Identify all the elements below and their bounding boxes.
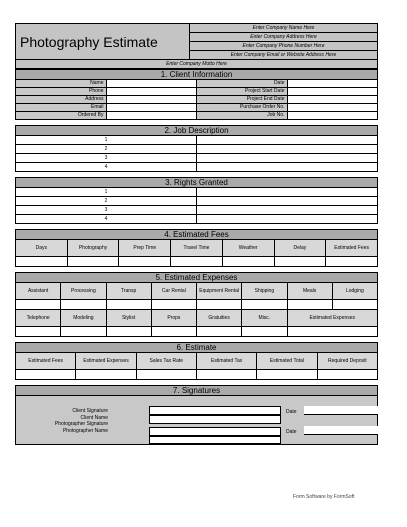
estimate-field[interactable] (196, 370, 256, 380)
fee-field[interactable] (119, 257, 171, 267)
footer-credit: Form Software by FormSoft (293, 494, 355, 500)
purchase-order-field[interactable] (287, 104, 378, 112)
client-signature-label: Client Signature (72, 408, 108, 414)
company-name-field[interactable]: Enter Company Name Here (190, 24, 378, 33)
expense-column-header: Assistant (16, 283, 61, 300)
signature-area (15, 396, 378, 445)
expense-field[interactable] (106, 327, 151, 337)
fee-column-header: Travel Time (171, 240, 223, 257)
expense-column-header: Misc. (242, 310, 287, 327)
expense-column-header: Transp (106, 283, 151, 300)
photographer-signature-field[interactable] (149, 427, 281, 436)
expense-field[interactable] (197, 327, 242, 337)
row-number: 1 (16, 136, 197, 145)
company-motto-field[interactable]: Enter Company Motto Here (16, 60, 378, 69)
fee-column-header: Weather (222, 240, 274, 257)
fee-column-header: Prep Time (119, 240, 171, 257)
client-name-field[interactable] (106, 80, 197, 88)
purchase-order-label: Purchase Order No. (197, 104, 288, 112)
expense-field[interactable] (332, 300, 377, 310)
fee-field[interactable] (326, 257, 378, 267)
estimate-field[interactable] (76, 370, 136, 380)
row-number: 2 (16, 197, 197, 206)
estimate-section (15, 342, 378, 380)
row-number: 1 (16, 188, 197, 197)
expense-field[interactable] (61, 327, 106, 337)
client-name-field[interactable] (149, 415, 281, 424)
fee-field[interactable] (67, 257, 119, 267)
client-name-label: Client Name (80, 414, 108, 421)
section-heading: 7. Signatures (16, 386, 378, 396)
expense-column-header: Modeling (61, 310, 106, 327)
row-number: 2 (16, 145, 197, 154)
row-number: 3 (16, 154, 197, 163)
photographer-signature-label: Photographer Signature (54, 421, 108, 427)
estimate-column-header: Estimated Fees (16, 353, 76, 370)
expense-field[interactable] (151, 300, 196, 310)
expense-field[interactable] (287, 327, 378, 337)
estimated-fees-section (15, 229, 378, 267)
expense-column-header: Car Rental (151, 283, 196, 300)
project-start-field[interactable] (287, 88, 378, 96)
job-no-label: Job No. (197, 112, 288, 120)
expense-field[interactable] (151, 327, 196, 337)
section-heading: 3. Rights Granted (16, 178, 378, 188)
estimate-column-header: Estimated Total (257, 353, 317, 370)
rights-line-field[interactable] (197, 215, 378, 224)
client-date-field[interactable] (304, 406, 378, 415)
expense-column-header: Gratuities (197, 310, 242, 327)
fee-column-header: Photography (67, 240, 119, 257)
expense-field[interactable] (16, 300, 61, 310)
client-signature-field[interactable] (149, 406, 281, 415)
estimate-field[interactable] (136, 370, 196, 380)
rights-line-field[interactable] (197, 206, 378, 215)
form-header (15, 23, 378, 69)
client-phone-field[interactable] (106, 88, 197, 96)
job-description-section (15, 125, 378, 172)
expense-column-header: Stylist (106, 310, 151, 327)
project-start-label: Project Start Date (197, 88, 288, 96)
section-heading: 2. Job Description (16, 126, 378, 136)
row-number: 3 (16, 206, 197, 215)
expense-column-header: Lodging (332, 283, 377, 300)
project-end-label: Project End Date (197, 96, 288, 104)
expense-field[interactable] (287, 300, 332, 310)
company-email-field[interactable]: Enter Company Email or Website Address Here (190, 51, 378, 60)
fee-field[interactable] (222, 257, 274, 267)
fee-field[interactable] (274, 257, 326, 267)
job-line-field[interactable] (197, 136, 378, 145)
rights-granted-section (15, 177, 378, 224)
expense-column-header: Equipment Rental (197, 283, 242, 300)
row-number: 4 (16, 215, 197, 224)
row-number: 4 (16, 163, 197, 172)
fee-field[interactable] (16, 257, 68, 267)
estimate-field[interactable] (16, 370, 76, 380)
rights-line-field[interactable] (197, 197, 378, 206)
expense-column-header: Shipping (242, 283, 287, 300)
expense-field[interactable] (242, 327, 287, 337)
client-name-label: Name (16, 80, 107, 88)
expense-column-header: Props (151, 310, 196, 327)
ordered-by-field[interactable] (106, 112, 197, 120)
section-heading: 5. Estimated Expenses (16, 273, 378, 283)
client-information-section (15, 69, 378, 120)
expense-field[interactable] (197, 300, 242, 310)
client-phone-label: Phone (16, 88, 107, 96)
fee-column-header: Estimated Fees (326, 240, 378, 257)
expense-column-header: Telephone (16, 310, 61, 327)
expense-field[interactable] (106, 300, 151, 310)
expense-field[interactable] (61, 300, 106, 310)
signatures-section (15, 385, 378, 396)
ordered-by-label: Ordered By (16, 112, 107, 120)
form-title: Photography Estimate (16, 24, 190, 60)
client-date-label: Date (286, 409, 297, 415)
estimate-column-header: Required Deposit (317, 353, 377, 370)
photographer-date-label: Date (286, 429, 297, 435)
estimate-column-header: Sales Tax Rate (136, 353, 196, 370)
client-address-label: Address (16, 96, 107, 104)
date-label: Date (197, 80, 288, 88)
rights-line-field[interactable] (197, 188, 378, 197)
photographer-name-field[interactable] (149, 436, 281, 444)
signature-labels (50, 408, 108, 434)
fee-column-header: Days (16, 240, 68, 257)
expense-column-header: Meals (287, 283, 332, 300)
client-address-field[interactable] (106, 96, 197, 104)
project-end-field[interactable] (287, 96, 378, 104)
photographer-name-label: Photographer Name (62, 427, 108, 434)
company-phone-field[interactable]: Enter Company Phone Number Here (190, 42, 378, 51)
job-line-field[interactable] (197, 163, 378, 172)
company-address-field[interactable]: Enter Company Address Here (190, 33, 378, 42)
estimate-field[interactable] (257, 370, 317, 380)
fee-column-header: Delay (274, 240, 326, 257)
expense-field[interactable] (242, 300, 287, 310)
estimate-field[interactable] (317, 370, 377, 380)
section-heading: 1. Client Information (16, 70, 378, 80)
job-line-field[interactable] (197, 154, 378, 163)
expense-column-header: Estimated Expenses (287, 310, 378, 327)
expense-column-header: Processing (61, 283, 106, 300)
estimate-column-header: Estimated Expenses (76, 353, 136, 370)
photographer-date-field[interactable] (304, 426, 378, 435)
job-line-field[interactable] (197, 145, 378, 154)
client-email-label: Email (16, 104, 107, 112)
client-email-field[interactable] (106, 104, 197, 112)
expense-field[interactable] (16, 327, 61, 337)
estimated-expenses-section (15, 272, 378, 337)
job-no-field[interactable] (287, 112, 378, 120)
section-heading: 4. Estimated Fees (16, 230, 378, 240)
fee-field[interactable] (171, 257, 223, 267)
estimate-form (15, 23, 378, 445)
estimate-column-header: Estimated Tax (196, 353, 256, 370)
date-field[interactable] (287, 80, 378, 88)
section-heading: 6. Estimate (16, 343, 378, 353)
